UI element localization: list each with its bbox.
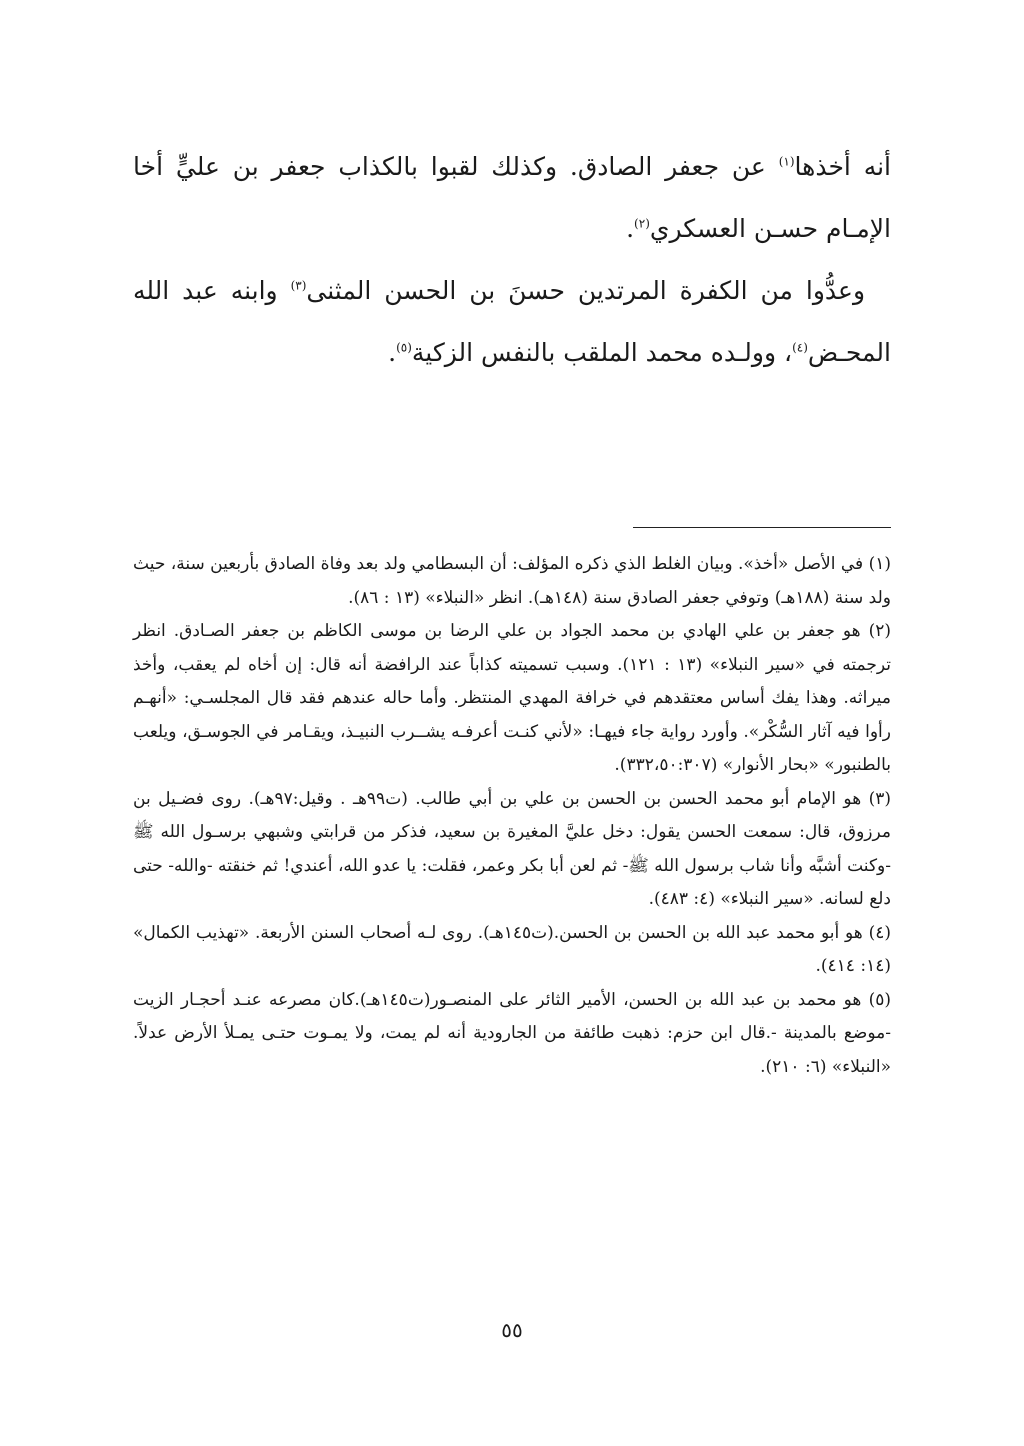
paragraph-2-part-2: وابنه عبد الله المحـض <box>133 276 891 367</box>
paragraph-2-part-3: ، وولـده محمد الملقب بالنفس الزكية <box>411 338 793 367</box>
footnote-ref-3[interactable]: (٣) <box>290 278 307 293</box>
footnote-ref-4[interactable]: (٤) <box>792 340 808 355</box>
footnote-2: (٢) هو جعفر بن علي الهادي بن محمد الجواد بن علي الرضا بن موسى الكاظم بن جعفر الصـادق. انظر ترجمته في «سير النبلاء» (١٣ : ١٢١). وسبب تسميته كذاباً عند الرافضة أنه قال: إن أخاه لم يعقب، وأخذ ميراثه. وهذا يفك أساس معتقدهم في خرافة المهدي المنتظر. وأما حاله عندهم فقد قال المجلسـي: «أنهـم رأوا فيه آثار السُّكْر». وأورد رواية جاء فيهـا: «لأني كنـت أعرفـه يشــرب النبيـذ، ويقـامر في الجوسـق، ويلعب بالطنبور» «بحار الأنوار» (٣٣٢،٥٠:٣٠٧). <box>133 621 891 775</box>
paragraph-1-part-2: عن جعفر الصادق. وكذلك لقبوا بالكذاب جعفر بن عليٍّ أخا الإمـام حسـن العسكري <box>133 152 891 243</box>
footnote-ref-1[interactable]: (١) <box>778 154 795 169</box>
footnote-ref-5[interactable]: (٥) <box>396 340 412 355</box>
footnote-ref-2[interactable]: (٢) <box>634 216 650 231</box>
footnote-separator <box>633 527 891 528</box>
paragraph-2-part-1: وعدُّوا من الكفرة المرتدين حسنَ بن الحسن المثنى <box>306 276 866 305</box>
footnotes <box>133 548 891 1084</box>
main-text <box>133 136 891 384</box>
paragraph-2 <box>133 260 891 384</box>
paragraph-2-end: . <box>388 338 397 367</box>
footnote-5: (٥) هو محمد بن عبد الله بن الحسن، الأمير الثائر على المنصـور(ت١٤٥هـ).كان مصرعه عنـد أحجـار الزيت -موضع بالمدينة -.قال ابن حزم: ذهبت طائفة من الجارودية أنه لم يمت، ولا يمـوت حتـى يمـلأ الأرض عدلاً. «النبلاء» (٦: ٢١٠). <box>133 989 891 1077</box>
footnote-1: (١) في الأصل «أخذ». وبيان الغلط الذي ذكره المؤلف: أن البسطامي ولد بعد وفاة الصادق بأربعين سنة، حيث ولد سنة (١٨٨هـ) وتوفي جعفر الصادق سنة (١٤٨هـ). انظر «النبلاء» (١٣ : ٨٦). <box>133 554 891 608</box>
footnote-3: (٣) هو الإمام أبو محمد الحسن بن الحسن بن علي بن أبي طالب. (ت٩٩هـ . وقيل:٩٧هـ). روى فضـيل بن مرزوق، قال: سمعت الحسن يقول: دخل عليَّ المغيرة بن سعيد، فذكر من قرابتي وشبهي برسـول الله ﷺ -وكنت أشبَّه وأنا شاب برسول الله ﷺ- ثم لعن أبا بكر وعمر، فقلت: يا عدو الله، أعندي! ثم خنقته -والله- حتى دلع لسانه. «سير النبلاء» (٤: ٤٨٣). <box>133 788 891 909</box>
footnote-4: (٤) هو أبو محمد عبد الله بن الحسن بن الحسن.(ت١٤٥هـ). روى لـه أصحاب السنن الأربعة. «تهذيب الكمال» (١٤: ٤١٤). <box>133 922 891 976</box>
paragraph-1 <box>133 136 891 260</box>
page-number: ٥٥ <box>501 1318 523 1342</box>
paragraph-1-part-1: أنه أخذها <box>794 152 892 181</box>
paragraph-1-end: . <box>626 214 635 243</box>
